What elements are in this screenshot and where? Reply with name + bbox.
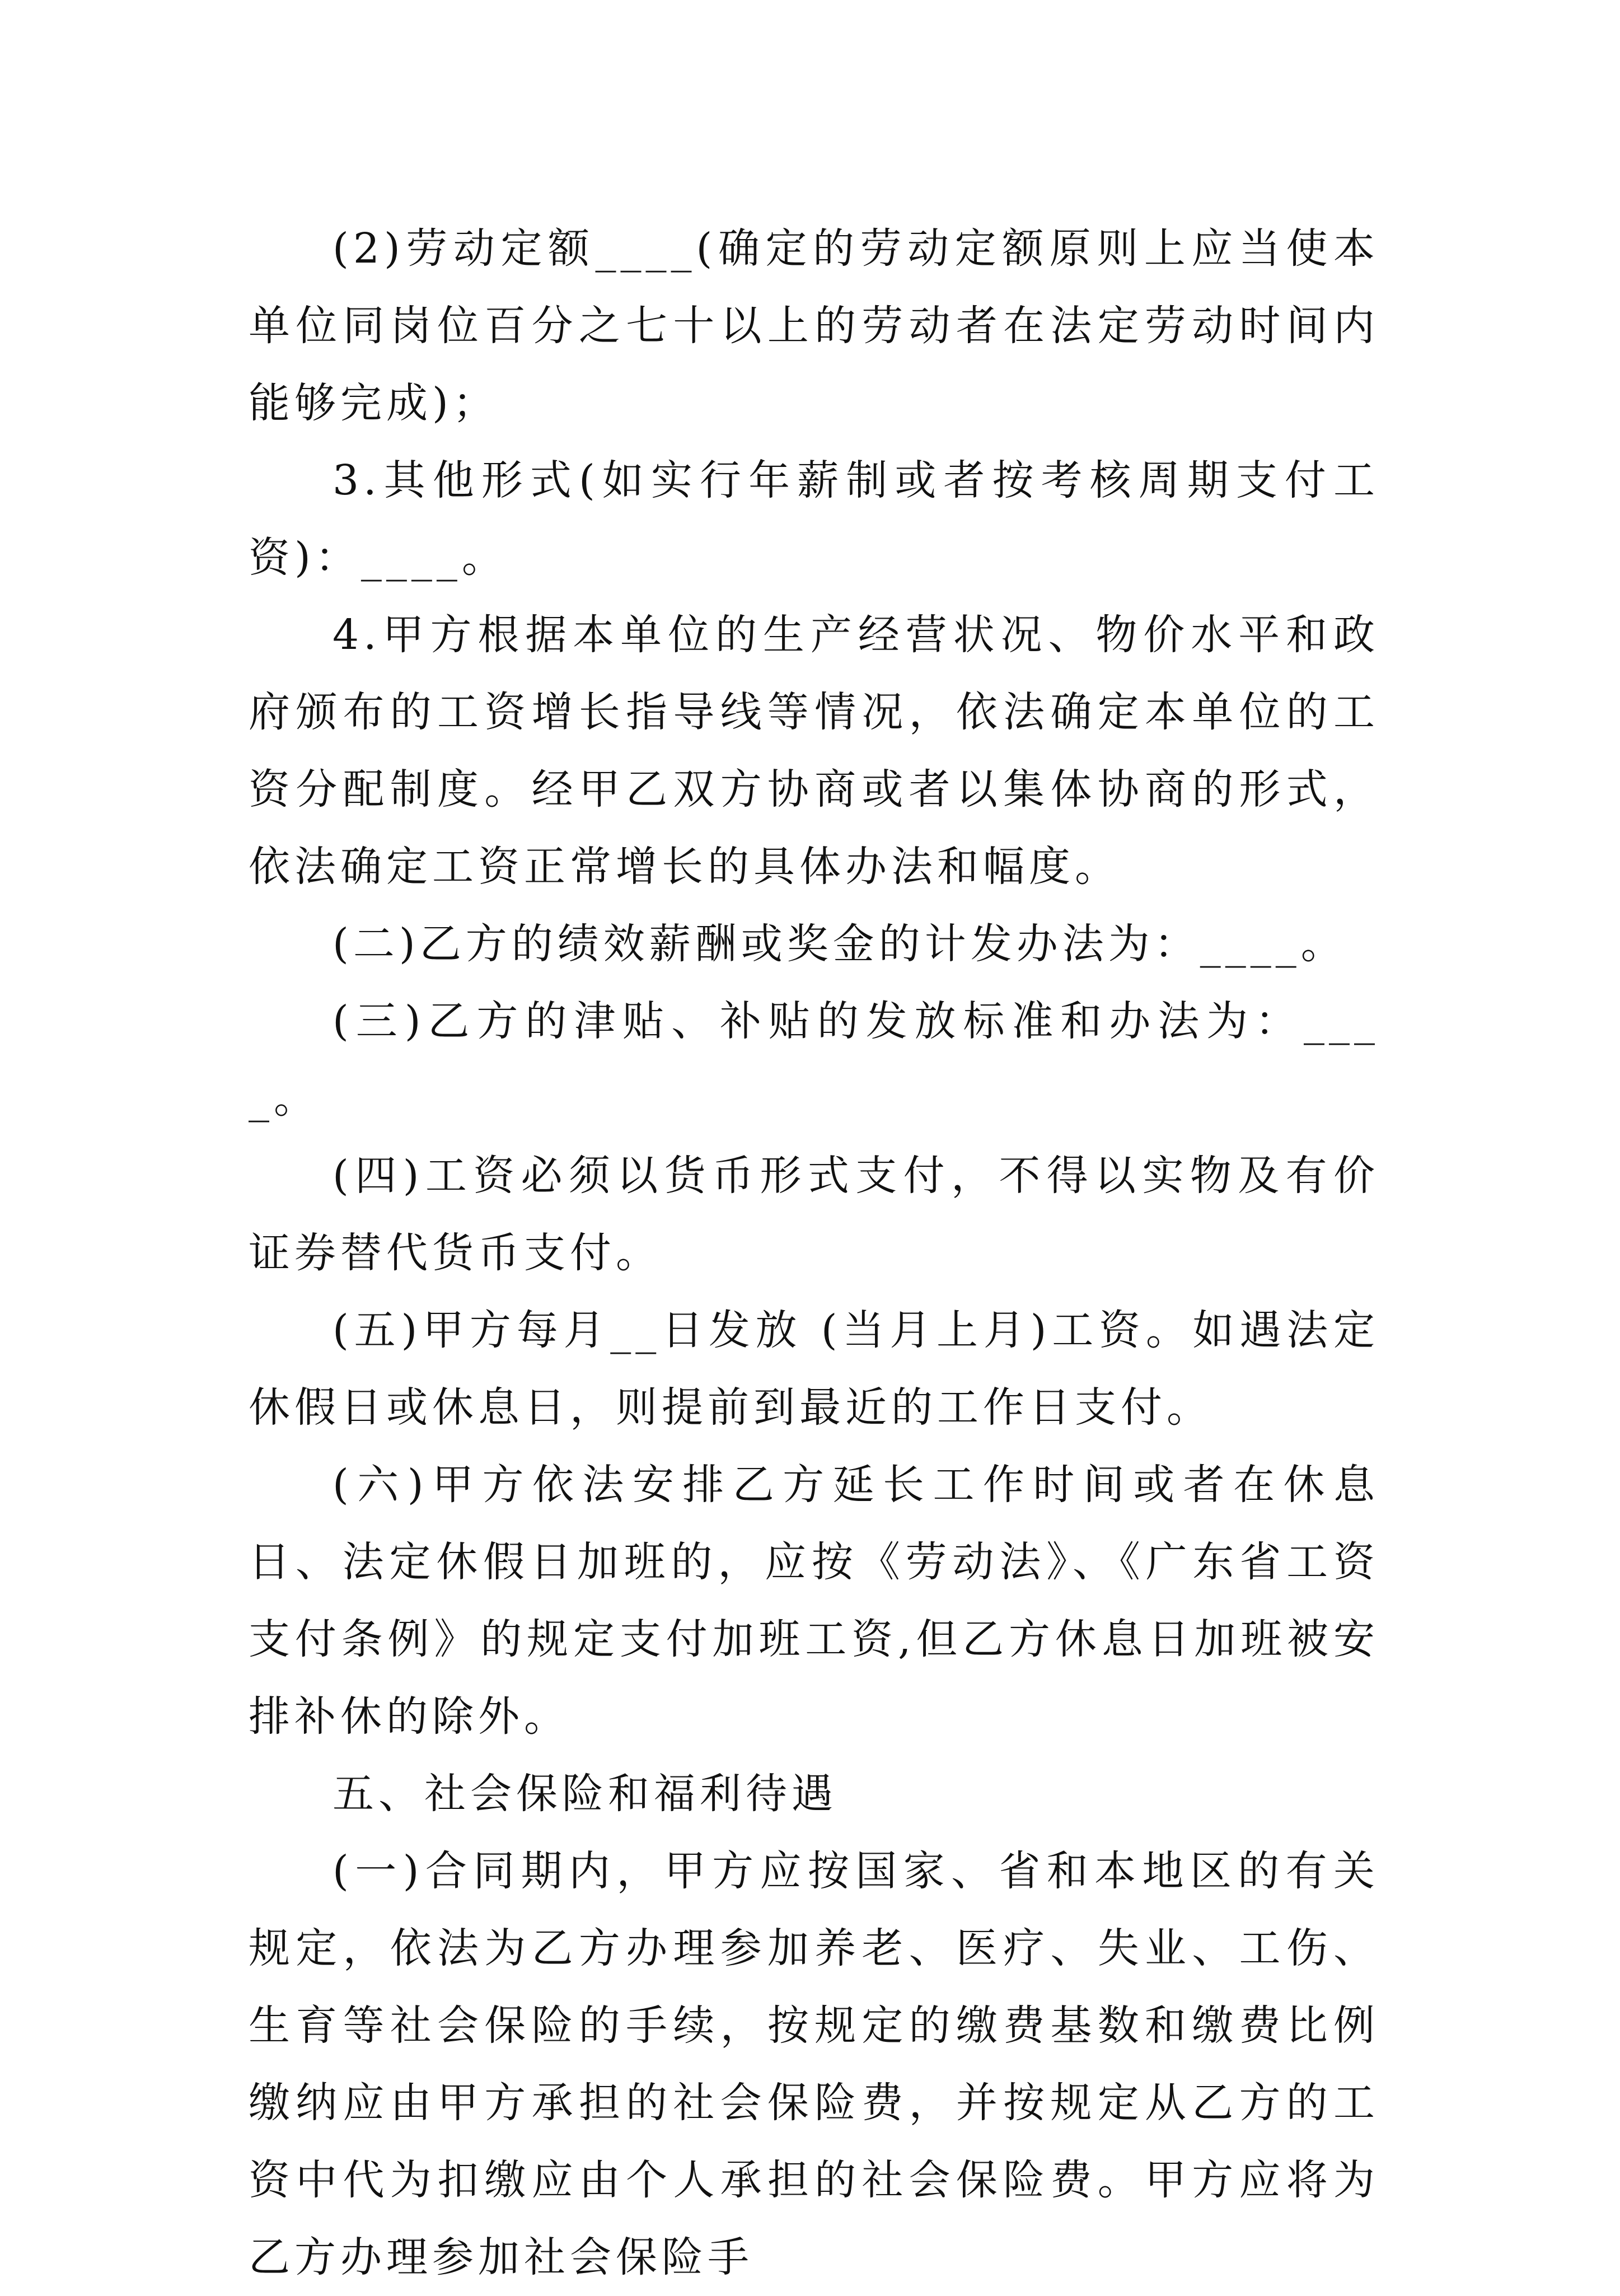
paragraph-social-insurance: (一)合同期内，甲方应按国家、省和本地区的有关规定，依法为乙方办理参加养老、医疗、失业、工伤、生育等社会保险的手续，按规定的缴费基数和缴费比例缴纳应由甲方承担的社会保险费，并按规定从乙方的工资中代为扣缴应由个人承担的社会保险费。甲方应将为乙方办理参加社会保险手	[249, 1847, 1379, 2281]
paragraph-overtime: (六)甲方依法安排乙方延长工作时间或者在休息日、法定休假日加班的，应按《劳动法》、《广东省工资支付条例》的规定支付加班工资,但乙方休息日加班被安排补休的除外。	[249, 1461, 1379, 1741]
document-body	[249, 210, 1379, 2296]
section-heading-social-insurance: 五、社会保险和福利待遇	[333, 1770, 837, 1818]
paragraph-payday: (五)甲方每月__日发放 (当月上月)工资。如遇法定休假日或休息日，则提前到最近的工作日支付。	[249, 1306, 1379, 1432]
paragraph-wage-system: 4.甲方根据本单位的生产经营状况、物价水平和政府颁布的工资增长指导线等情况，依法确定本单位的工资分配制度。经甲乙双方协商或者以集体协商的形式，依法确定工资正常增长的具体办法和幅度。	[249, 611, 1379, 891]
paragraph-other-forms: 3.其他形式(如实行年薪制或者按考核周期支付工资)：____。	[249, 456, 1379, 582]
paragraph-labor-quota: (2)劳动定额____(确定的劳动定额原则上应当使本单位同岗位百分之七十以上的劳动者在法定劳动时间内能够完成)；	[249, 225, 1379, 427]
paragraph-currency-payment: (四)工资必须以货币形式支付，不得以实物及有价证券替代货币支付。	[249, 1152, 1379, 1277]
paragraph-performance-pay: (二)乙方的绩效薪酬或奖金的计发办法为：____。	[333, 920, 1347, 968]
paragraph-allowances: (三)乙方的津贴、补贴的发放标准和办法为：____。	[249, 997, 1379, 1123]
